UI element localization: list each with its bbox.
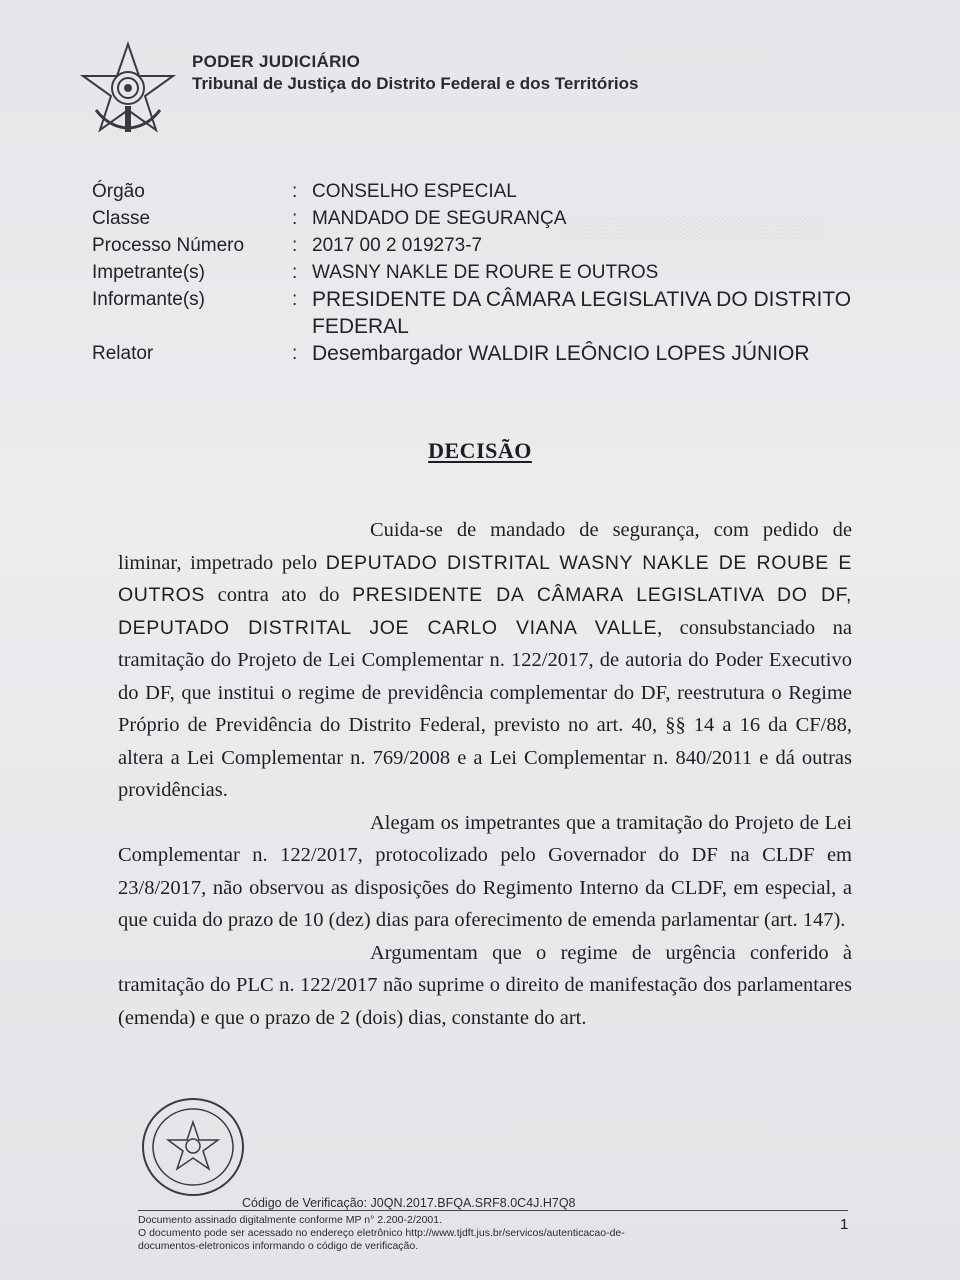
meta-label: Relator <box>92 343 154 364</box>
p1-autoridade: PRESIDENTE DA CÂMARA LEGISLATIVA DO DF, DEPUTADO DISTRITAL JOE CARLO VIANA VALLE <box>118 584 852 639</box>
meta-separator: : <box>292 235 298 256</box>
document-title-text: DECISÃO <box>428 438 532 463</box>
bleed-through-text: ░░░░░░░░░░░░░░░░░ <box>560 215 825 240</box>
meta-separator: : <box>292 181 298 202</box>
meta-value: PRESIDENTE DA CÂMARA LEGISLATIVA DO DISTRITO FEDERAL <box>312 288 852 338</box>
meta-row-informante <box>92 286 922 340</box>
p1-text-e: , consubstanciado na tramitação do Projeto de Lei Complementar n. 122/2017, de autoria do Poder Executivo do DF, que institui o regime de previdência complementar do DF, reestrutura o Regime Próprio de Previdência do Distrito Federal, previsto no art. 40, §§ 14 a 16 da CF/88, altera a Lei Complementar n. 769/2008 e a Lei Complementar n. 840/2011 e dá outras providências. <box>118 616 852 801</box>
decision-body <box>118 514 852 1034</box>
paragraph-1 <box>118 514 852 807</box>
meta-row-relator <box>92 340 922 367</box>
court-header <box>192 52 639 94</box>
court-header-line1: PODER JUDICIÁRIO <box>192 52 361 71</box>
meta-separator: : <box>292 343 298 364</box>
meta-separator: : <box>292 262 298 283</box>
page-number: 1 <box>840 1216 849 1233</box>
footer <box>138 1196 858 1253</box>
meta-row-orgao <box>92 178 922 205</box>
meta-value: MANDADO DE SEGURANÇA <box>312 208 567 229</box>
footer-signed-note: Documento assinado digitalmente conforme MP n° 2.200-2/2001. <box>138 1214 443 1226</box>
footer-access-note-cont: documentos-eletronicos informando o código de verificação. <box>138 1240 419 1252</box>
meta-separator: : <box>292 208 298 229</box>
paragraph-3: Argumentam que o regime de urgência conferido à tramitação do PLC n. 122/2017 não suprime o direito de manifestação dos parlamentares (emenda) e que o prazo de 2 (dois) dias, constante do art. <box>118 941 852 1029</box>
meta-value: WASNY NAKLE DE ROURE E OUTROS <box>312 262 659 283</box>
meta-value: 2017 00 2 019273-7 <box>312 235 483 256</box>
verification-code: Código de Verificação: J0QN.2017.BFQA.SRF8.0C4J.H7Q8 <box>242 1196 576 1210</box>
court-header-line2: Tribunal de Justiça do Distrito Federal e dos Territórios <box>192 74 639 93</box>
p1-text-a: Cuida-se de mandado de segurança, com pedido de liminar, impetrado pelo <box>118 519 852 574</box>
document-title <box>0 438 960 464</box>
meta-label: Órgão <box>92 181 145 202</box>
court-seal-icon <box>138 1094 248 1200</box>
meta-separator: : <box>292 289 298 310</box>
case-metadata <box>92 178 922 367</box>
paragraph-2: Alegam os impetrantes que a tramitação do Projeto de Lei Complementar n. 122/2017, protocolizado pelo Governador do DF na CLDF em 23/8/2017, não observou as disposições do Regimento Interno da CLDF, em especial, a que cuida do prazo de 10 (dez) dias para oferecimento de emenda parlamentar (art. 147). <box>118 811 852 931</box>
meta-row-classe <box>92 205 922 232</box>
coat-of-arms-icon <box>78 40 178 140</box>
meta-value: Desembargador WALDIR LEÔNCIO LOPES JÚNIOR <box>312 342 810 365</box>
meta-label: Processo Número <box>92 235 245 256</box>
meta-row-processo <box>92 232 922 259</box>
meta-value: CONSELHO ESPECIAL <box>312 181 517 202</box>
meta-label: Classe <box>92 208 151 229</box>
meta-row-impetrante <box>92 259 922 286</box>
p1-impetrante: DEPUTADO DISTRITAL WASNY NAKLE DE ROUBE E OUTROS <box>118 551 852 606</box>
meta-label: Impetrante(s) <box>92 262 205 283</box>
meta-label: Informante(s) <box>92 289 205 310</box>
footer-access-note: O documento pode ser acessado no endereço eletrônico http://www.tjdft.jus.br/servicos/autenticacao-de- <box>138 1227 625 1239</box>
p1-text-c: contra ato do <box>217 584 340 606</box>
